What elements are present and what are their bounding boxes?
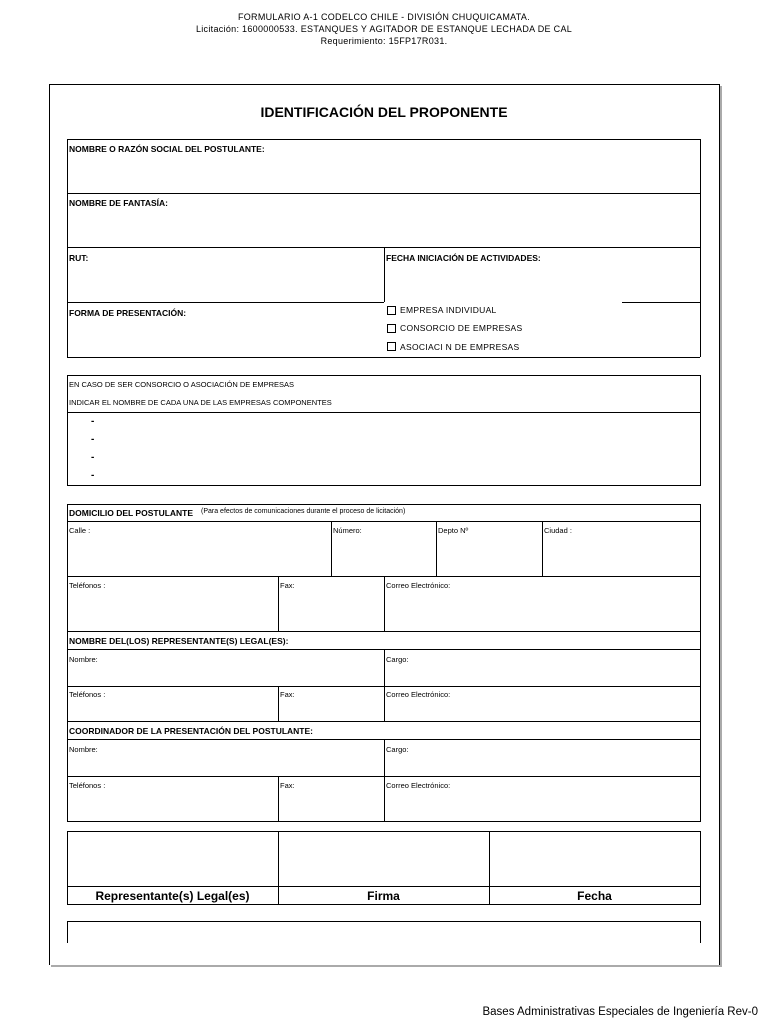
header-line-3: Requerimiento: 15FP17R031. — [320, 36, 448, 46]
header-line-1: FORMULARIO A-1 CODELCO CHILE - DIVISIÓN CHUQUICAMATA. — [237, 12, 531, 22]
divider — [384, 739, 385, 776]
divider — [384, 649, 385, 686]
legal-representatives-label: NOMBRE DEL(LOS) REPRESENTANTE(S) LEGAL(ES): — [69, 636, 289, 646]
divider — [622, 357, 701, 358]
activity-start-date-label: FECHA INICIACIÓN DE ACTIVIDADES: — [386, 253, 541, 263]
signature-representatives-label: Representante(s) Legal(es) — [95, 889, 250, 903]
coord-email-label: Correo Electrónico: — [386, 781, 451, 790]
presentation-form-label: FORMA DE PRESENTACIÓN: — [69, 308, 187, 318]
apartment-label: Depto Nº — [438, 526, 469, 535]
divider — [331, 521, 332, 576]
notes-box — [67, 921, 701, 943]
divider — [384, 576, 385, 631]
divider — [67, 412, 701, 413]
street-label: Calle : — [69, 526, 91, 535]
form-title: IDENTIFICACIÓN DEL PROPONENTE — [260, 104, 508, 120]
rep-fax-label: Fax: — [280, 690, 295, 699]
company-name-label: NOMBRE O RAZÓN SOCIAL DEL POSTULANTE: — [69, 144, 265, 154]
fax-label: Fax: — [280, 581, 295, 590]
email-label: Correo Electrónico: — [386, 581, 451, 590]
divider — [436, 521, 437, 576]
company-bullet: - — [91, 470, 95, 481]
option-asociacion: ASOCIACI N DE EMPRESAS — [400, 342, 520, 352]
divider — [67, 521, 701, 522]
divider — [278, 776, 279, 822]
signature-label: Firma — [367, 889, 400, 903]
divider — [542, 521, 543, 576]
option-empresa-individual: EMPRESA INDIVIDUAL — [400, 305, 497, 315]
consortium-line-1: EN CASO DE SER CONSORCIO O ASOCIACIÓN DE EMPRESAS — [69, 380, 295, 389]
phones-label: Teléfonos : — [69, 581, 106, 590]
consortium-line-2: INDICAR EL NOMBRE DE CADA UNA DE LAS EMPRESAS COMPONENTES — [69, 398, 332, 407]
consortium-box — [67, 375, 701, 486]
page-footer: Bases Administrativas Especiales de Ingeniería Rev-0 — [482, 1006, 758, 1018]
city-label: Ciudad : — [544, 526, 572, 535]
fantasy-name-label: NOMBRE DE FANTASÍA: — [69, 198, 169, 208]
divider — [384, 686, 385, 721]
divider — [67, 631, 701, 632]
divider — [67, 886, 701, 887]
domicile-label: DOMICILIO DEL POSTULANTE — [69, 508, 194, 518]
domicile-note: (Para efectos de comunicaciones durante el proceso de licitación) — [201, 508, 406, 515]
company-bullet: - — [91, 416, 95, 427]
divider — [384, 776, 385, 822]
rep-name-label: Nombre: — [69, 655, 98, 664]
rep-email-label: Correo Electrónico: — [386, 690, 451, 699]
empresa-individual-checkbox[interactable] — [387, 306, 396, 315]
divider — [278, 686, 279, 721]
divider — [622, 302, 701, 303]
header-line-2: Licitación: 1600000533. ESTANQUES Y AGITADOR DE ESTANQUE LECHADA DE CAL — [195, 24, 573, 34]
consorcio-checkbox[interactable] — [387, 324, 396, 333]
coord-position-label: Cargo: — [386, 745, 409, 754]
company-bullet: - — [91, 434, 95, 445]
coordinator-label: COORDINADOR DE LA PRESENTACIÓN DEL POSTULANTE: — [69, 726, 313, 736]
divider — [67, 193, 701, 194]
number-label: Número: — [333, 526, 362, 535]
divider — [384, 247, 385, 302]
rep-phones-label: Teléfonos : — [69, 690, 106, 699]
date-label: Fecha — [577, 889, 612, 903]
company-bullet: - — [91, 452, 95, 463]
rut-label: RUT: — [69, 253, 89, 263]
divider — [67, 302, 384, 303]
coord-phones-label: Teléfonos : — [69, 781, 106, 790]
coord-name-label: Nombre: — [69, 745, 98, 754]
divider — [278, 576, 279, 631]
asociacion-checkbox[interactable] — [387, 342, 396, 351]
option-consorcio: CONSORCIO DE EMPRESAS — [400, 323, 523, 333]
divider — [67, 721, 701, 722]
rep-position-label: Cargo: — [386, 655, 409, 664]
coord-fax-label: Fax: — [280, 781, 295, 790]
